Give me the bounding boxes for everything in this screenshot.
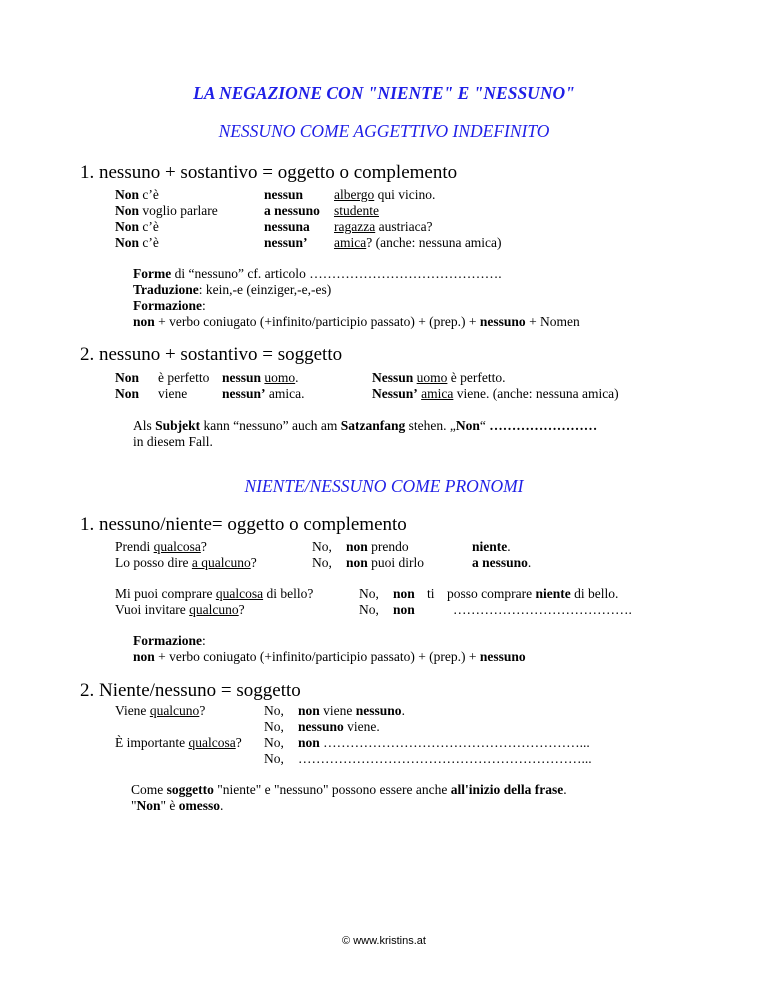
section1-heading: NESSUNO COME AGGETTIVO INDEFINITO bbox=[218, 121, 550, 141]
subjekt-note: Als Subjekt kann “nessuno” auch am Satzanfang stehen. „Non“ …………………… bbox=[133, 418, 598, 433]
s2-item2-r4: No, ………………………………………………………... bbox=[264, 751, 592, 766]
s2-a4: No, non bbox=[359, 602, 415, 617]
s1-item1-row-right: a nessuno studente bbox=[264, 203, 379, 218]
footer-credit: © www.kristins.at bbox=[342, 935, 426, 947]
s2-item1-heading: 1. nessuno/niente= oggetto o complemento bbox=[80, 514, 407, 535]
s1-item1-row: Non c’è bbox=[115, 187, 159, 202]
s1-item1-row-right: nessuna ragazza austriaca? bbox=[264, 219, 433, 234]
s2-a4-dots: …………………………………. bbox=[453, 602, 632, 617]
s2-item2-r2: No, nessuno viene. bbox=[264, 719, 380, 734]
s1-item2-row-left: Non viene nessun’ amica. bbox=[115, 386, 305, 401]
s2-item2-r3: No, non …………………………………………………... bbox=[264, 735, 590, 750]
s2-item2-r1: No, non viene nessuno. bbox=[264, 703, 405, 718]
s2-a1: No, non prendo bbox=[312, 539, 409, 554]
s2-item2-q1: Viene qualcuno? bbox=[115, 703, 206, 718]
traduzione-line: Traduzione: kein,-e (einziger,-e,-es) bbox=[133, 282, 332, 297]
s2-q3: Mi puoi comprare qualcosa di bello? bbox=[115, 586, 314, 601]
s1-item1-row-right: nessun’ amica? (anche: nessuna amica) bbox=[264, 235, 502, 250]
s2-q1: Prendi qualcosa? bbox=[115, 539, 207, 554]
forme-line: Forme di “nessuno” cf. articolo ……………………………………. bbox=[133, 266, 502, 281]
s1-item2-row-right: Nessun uomo è perfetto. bbox=[372, 370, 506, 385]
s1-item2-row-left: Non è perfetto nessun uomo. bbox=[115, 370, 299, 385]
s2-a1-end: niente. bbox=[472, 539, 511, 554]
s2-a2: No, non puoi dirlo bbox=[312, 555, 425, 570]
formazione-label-2: Formazione: bbox=[133, 633, 206, 648]
s2-q2: Lo posso dire a qualcuno? bbox=[115, 555, 257, 570]
s1-item1-row-right: nessun albergo qui vicino. bbox=[264, 187, 436, 202]
s1-item1-row: Non voglio parlare bbox=[115, 203, 218, 218]
s1-item1-row: Non c’è bbox=[115, 219, 159, 234]
soggetto-note: Come soggetto "niente" e "nessuno" possono essere anche all'inizio della frase. bbox=[131, 782, 567, 797]
s2-a2-end: a nessuno. bbox=[472, 555, 532, 570]
s2-q4: Vuoi invitare qualcuno? bbox=[115, 602, 245, 617]
section2-heading: NIENTE/NESSUNO COME PRONOMI bbox=[244, 476, 524, 496]
formazione-rule: non + verbo coniugato (+infinito/participio passato) + (prep.) + nessuno + Nomen bbox=[133, 314, 580, 329]
page-title: LA NEGAZIONE CON "NIENTE" E "NESSUNO" bbox=[193, 83, 575, 103]
s1-item1-row: Non c’è bbox=[115, 235, 159, 250]
soggetto-note-line2: "Non" è omesso. bbox=[131, 798, 224, 813]
s2-item2-q2: È importante qualcosa? bbox=[115, 735, 242, 750]
formazione-label: Formazione: bbox=[133, 298, 206, 313]
s2-a3: No, non ti posso comprare niente di bello. bbox=[359, 586, 619, 601]
s1-item2-heading: 2. nessuno + sostantivo = soggetto bbox=[80, 344, 343, 365]
s1-item2-row-right: Nessun’ amica viene. (anche: nessuna amica) bbox=[372, 386, 619, 401]
s2-item2-heading: 2. Niente/nessuno = soggetto bbox=[80, 680, 301, 701]
formazione-rule-2: non + verbo coniugato (+infinito/participio passato) + (prep.) + nessuno bbox=[133, 649, 526, 664]
subjekt-note-line2: in diesem Fall. bbox=[133, 434, 213, 449]
s1-item1-heading: 1. nessuno + sostantivo = oggetto o complemento bbox=[80, 162, 458, 183]
